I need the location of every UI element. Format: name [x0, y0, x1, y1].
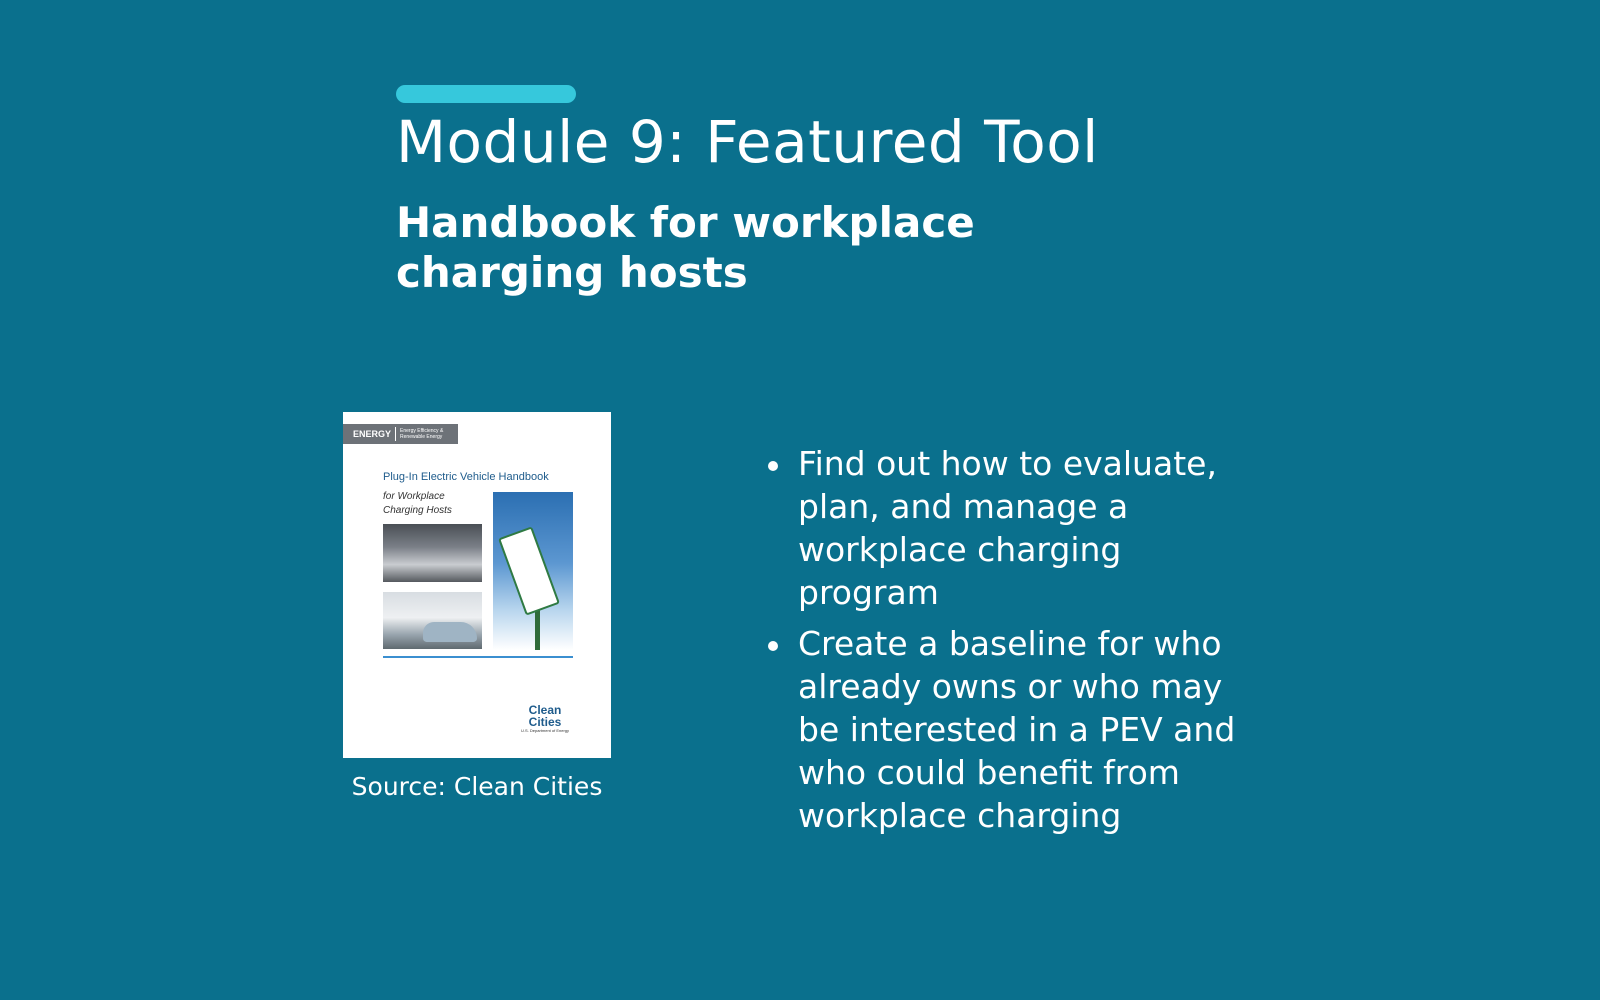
clean-cities-logo-sub: U.S. Department of Energy: [520, 728, 570, 733]
eere-office-label: Energy Efficiency & Renewable Energy: [400, 428, 444, 440]
title-accent-bar: [396, 85, 576, 103]
low-emitting-vehicles-sign-photo: [493, 492, 573, 650]
clean-cities-logo-name: Clean Cities: [528, 703, 562, 729]
bullet-item: [768, 442, 1238, 614]
bullet-text: Create a baseline for who already owns or who may be interested in a PEV and who could benefit from workplace charging: [798, 624, 1236, 835]
clean-cities-logo: [515, 704, 575, 733]
parked-car-photo: [383, 592, 482, 649]
slide-subtitle: Handbook for workplace charging hosts: [396, 198, 975, 297]
charging-stations-photo: [383, 524, 482, 582]
bullet-list: [768, 442, 1238, 845]
handbook-cover-image: [343, 412, 611, 758]
bullet-text: Find out how to evaluate, plan, and manage a workplace charging program: [798, 444, 1217, 612]
cover-subtitle: for Workplace Charging Hosts: [383, 491, 452, 516]
figure-caption: Source: Clean Cities: [351, 772, 603, 801]
slide-title: Module 9: Featured Tool: [396, 108, 1099, 176]
sign-board: [498, 526, 560, 615]
logo-divider: [395, 427, 396, 441]
doe-logo: [343, 424, 458, 444]
doe-agency-label: ENERGY: [353, 429, 392, 439]
bullet-icon: [768, 641, 778, 651]
bullet-item: [768, 622, 1238, 837]
cover-rule: [383, 656, 573, 658]
bullet-icon: [768, 461, 778, 471]
car-icon: [423, 622, 477, 642]
cover-title: Plug-In Electric Vehicle Handbook: [383, 471, 549, 483]
